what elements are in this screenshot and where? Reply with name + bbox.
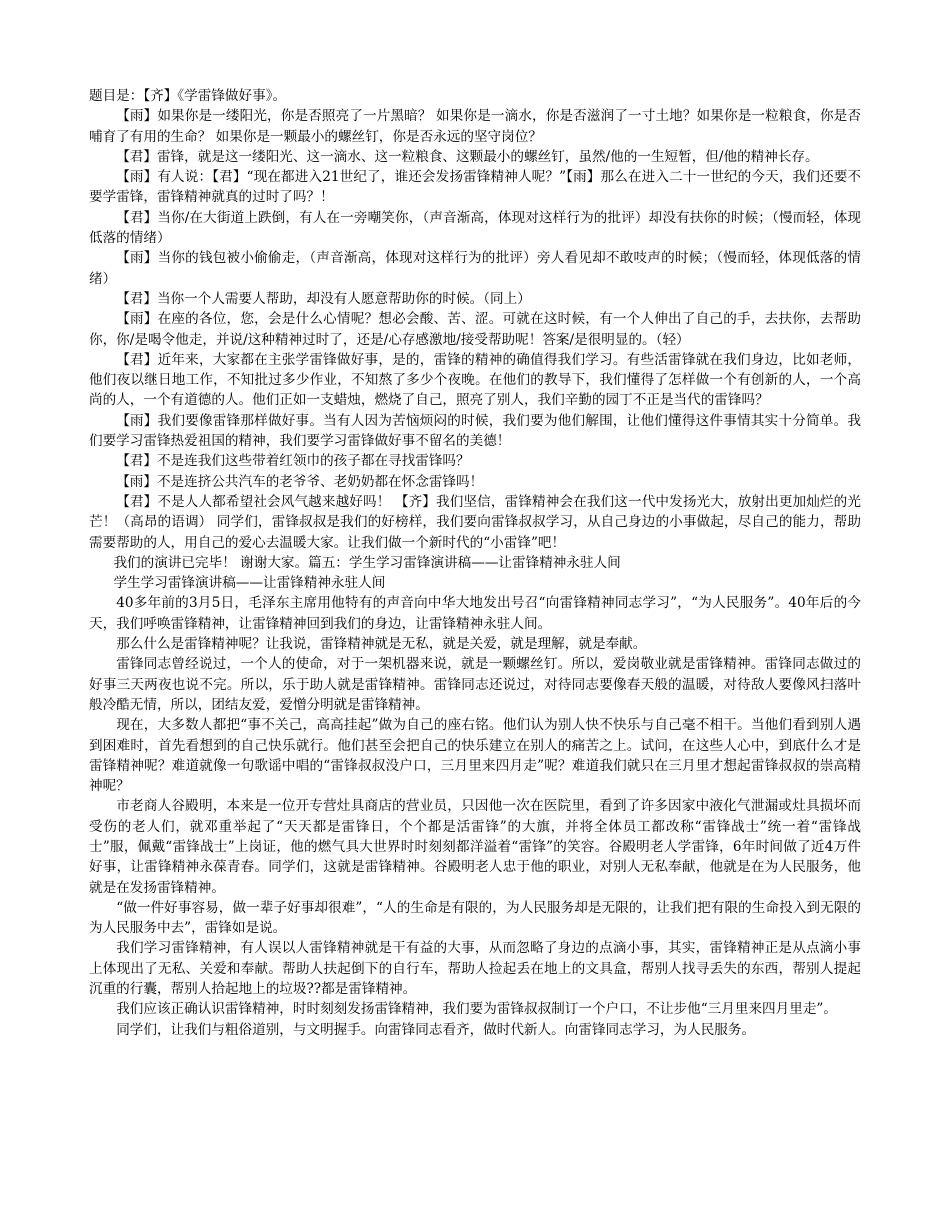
paragraph: 40多年前的3月5日，毛泽东主席用他特有的声音向中华大地发出号召“向雷锋精神同志学习”，“为人民服务”。40年后的今天，我们呼唤雷锋精神，让雷锋精神回到我们的身边，让雷锋精神永驻人间。	[89, 595, 861, 632]
paragraph: 【雨】如果你是一缕阳光，你是否照亮了一片黑暗？ 如果你是一滴水，你是否滋润了一寸土地？如果你是一粒粮食，你是否哺育了有用的生命？ 如果你是一颗最小的螺丝钉，你是否永远的坚守岗位？	[89, 108, 861, 145]
paragraph: 【君】当你一个人需要人帮助，却没有人愿意帮助你的时候。（同上）	[116, 290, 531, 307]
paragraph: 市老商人谷殿明，本来是一位开专营灶具商店的营业员，只因他一次在医院里，看到了许多因家中液化气泄漏或灶具损坏而受伤的老人们，就邓重举起了“天天都是雷锋日，个个都是活雷锋”的大旗，并将全体员工都改称“雷锋战士”统一着“雷锋战士”服，佩戴“雷锋战士”上岗证，他的燃气具大世界时时刻刻都洋溢着“雷锋”的笑容。谷殿明老人学雷锋，6年时间做了近4万件好事，让雷锋精神永葆青春。同学们，这就是雷锋精神。谷殿明老人忠于他的职业，对别人无私奉献，他就是在为人民服务，他就是在发扬雷锋精神。	[89, 798, 861, 896]
section-title: 学生学习雷锋演讲稿——让雷锋精神永驻人间	[113, 575, 386, 592]
paragraph: 我们学习雷锋精神，有人误以人雷锋精神就是干有益的大事，从而忽略了身边的点滴小事，其实，雷锋精神正是从点滴小事上体现出了无私、关爱和奉献。帮助人扶起倒下的自行车，帮助人捡起丢在地上的文具盒，帮别人找寻丢失的东西，帮别人提起沉重的行囊，帮别人拾起地上的垃圾??都是雷锋精神。	[89, 940, 861, 998]
paragraph: 【君】当你/在大街道上跌倒，有人在一旁嘲笑你，（声音渐高，体现对这样行为的批评）却没有扶你的时候；（慢而轻，体现低落的情绪）	[89, 209, 861, 247]
paragraph-title-line: 题目是：【齐】《学雷锋做好事》。	[89, 88, 287, 104]
paragraph: 【君】不是人人都希望社会风气越来越好吗！ 【齐】我们坚信，雷锋精神会在我们这一代中发扬光大，放射出更加灿烂的光芒！（高昂的语调） 同学们，雷锋叔叔是我们的好榜样，我们要向雷锋叔叔学习，从自己身边的小事做起，尽自己的能力，帮助需要帮助的人，用自己的爱心去温暖大家。让我们做一个新时代的“小雷锋”吧！	[89, 493, 861, 551]
paragraph: 【雨】当你的钱包被小偷偷走，（声音渐高，体现对这样行为的批评）旁人看见却不敢吱声的时候；（慢而轻，体现低落的情绪）	[89, 250, 861, 287]
paragraph: 【雨】在座的各位，您，会是什么心情呢？想必会酸、苦、涩。可就在这时候，有一个人伸出了自己的手，去扶你，去帮助你，你/是喝令他走，并说/这种精神过时了，还是/心存感激地/接受帮助呢！答案/是很明显的。（轻）	[89, 311, 861, 348]
paragraph: “做一件好事容易，做一辈子好事却很难”，“人的生命是有限的，为人民服务却是无限的，让我们把有限的生命投入到无限的为人民服务中去”，雷锋如是说。	[89, 899, 861, 937]
paragraph: 同学们，让我们与粗俗道别，与文明握手。向雷锋同志看齐，做时代新人。向雷锋同志学习，为人民服务。	[116, 1021, 756, 1038]
paragraph: 【雨】不是连挤公共汽车的老爷爷、老奶奶都在怀念雷锋吗！	[116, 473, 484, 490]
paragraph: 【君】近年来，大家都在主张学雷锋做好事，是的，雷锋的精神的确值得我们学习。有些活雷锋就在我们身边，比如老师，他们夜以继日地工作，不知批过多少作业，不知熬了多少个夜晚。在他们的教导下，我们懂得了怎样做一个有创新的人，一个高尚的人，一个有道德的人。他们正如一支蜡烛，燃烧了自己，照亮了别人，我们辛勤的园丁不正是当代的雷锋吗？	[89, 351, 861, 409]
paragraph: 【君】不是连我们这些带着红领巾的孩子都在寻找雷锋吗？	[116, 453, 470, 470]
paragraph: 雷锋同志曾经说过，一个人的使命，对于一架机器来说，就是一颗螺丝钉。所以，爱岗敬业就是雷锋精神。雷锋同志做过的好事三天两夜也说不完。所以，乐于助人就是雷锋精神。雷锋同志还说过，对待同志要像春天般的温暖，对待敌人要像风扫落叶般冷酷无情，所以，团结友爱，爱憎分明就是雷锋精神。	[89, 656, 861, 713]
document-page	[89, 86, 861, 1040]
paragraph: 【雨】有人说：【君】“现在都进入21世纪了，谁还会发扬雷锋精神人呢？”【雨】那么在进入二十一世纪的今天，我们还要不要学雷锋，雷锋精神就真的过时了吗？！	[89, 169, 861, 206]
paragraph: 【君】雷锋，就是这一缕阳光、这一滴水、这一粒粮食、这颗最小的螺丝钉，虽然/他的一生短暂，但/他的精神长存。	[116, 148, 819, 165]
paragraph: 【雨】我们要像雷锋那样做好事。当有人因为苦恼烦闷的时候，我们要为他们解围，让他们懂得这件事情其实十分简单。我们要学习雷锋热爱祖国的精神，我们要学习雷锋做好事不留名的美德！	[89, 412, 861, 450]
paragraph: 我们应该正确认识雷锋精神，时时刻刻发扬雷锋精神，我们要为雷锋叔叔制订一个户口，不让步他“三月里来四月里走”。	[116, 1001, 837, 1018]
section-heading-line: 我们的演讲已完毕！ 谢谢大家。篇五：学生学习雷锋演讲稿——让雷锋精神永驻人间	[113, 554, 621, 571]
paragraph: 现在，大多数人都把“事不关己，高高挂起”做为自己的座右铭。他们认为别人快不快乐与自己毫不相干。当他们看到别人遇到困难时，首先看想到的自己快乐就行。他们甚至会把自己的快乐建立在别人的痛苦之上。试问，在这些人心中，到底什么才是雷锋精神呢？难道就像一句歌谣中唱的“雷锋叔叔没户口，三月里来四月走”呢？难道我们就只在三月里才想起雷锋叔叔的崇高精神呢？	[89, 717, 861, 795]
paragraph: 那么什么是雷锋精神呢？让我说，雷锋精神就是无私，就是关爱，就是理解，就是奉献。	[116, 636, 647, 653]
